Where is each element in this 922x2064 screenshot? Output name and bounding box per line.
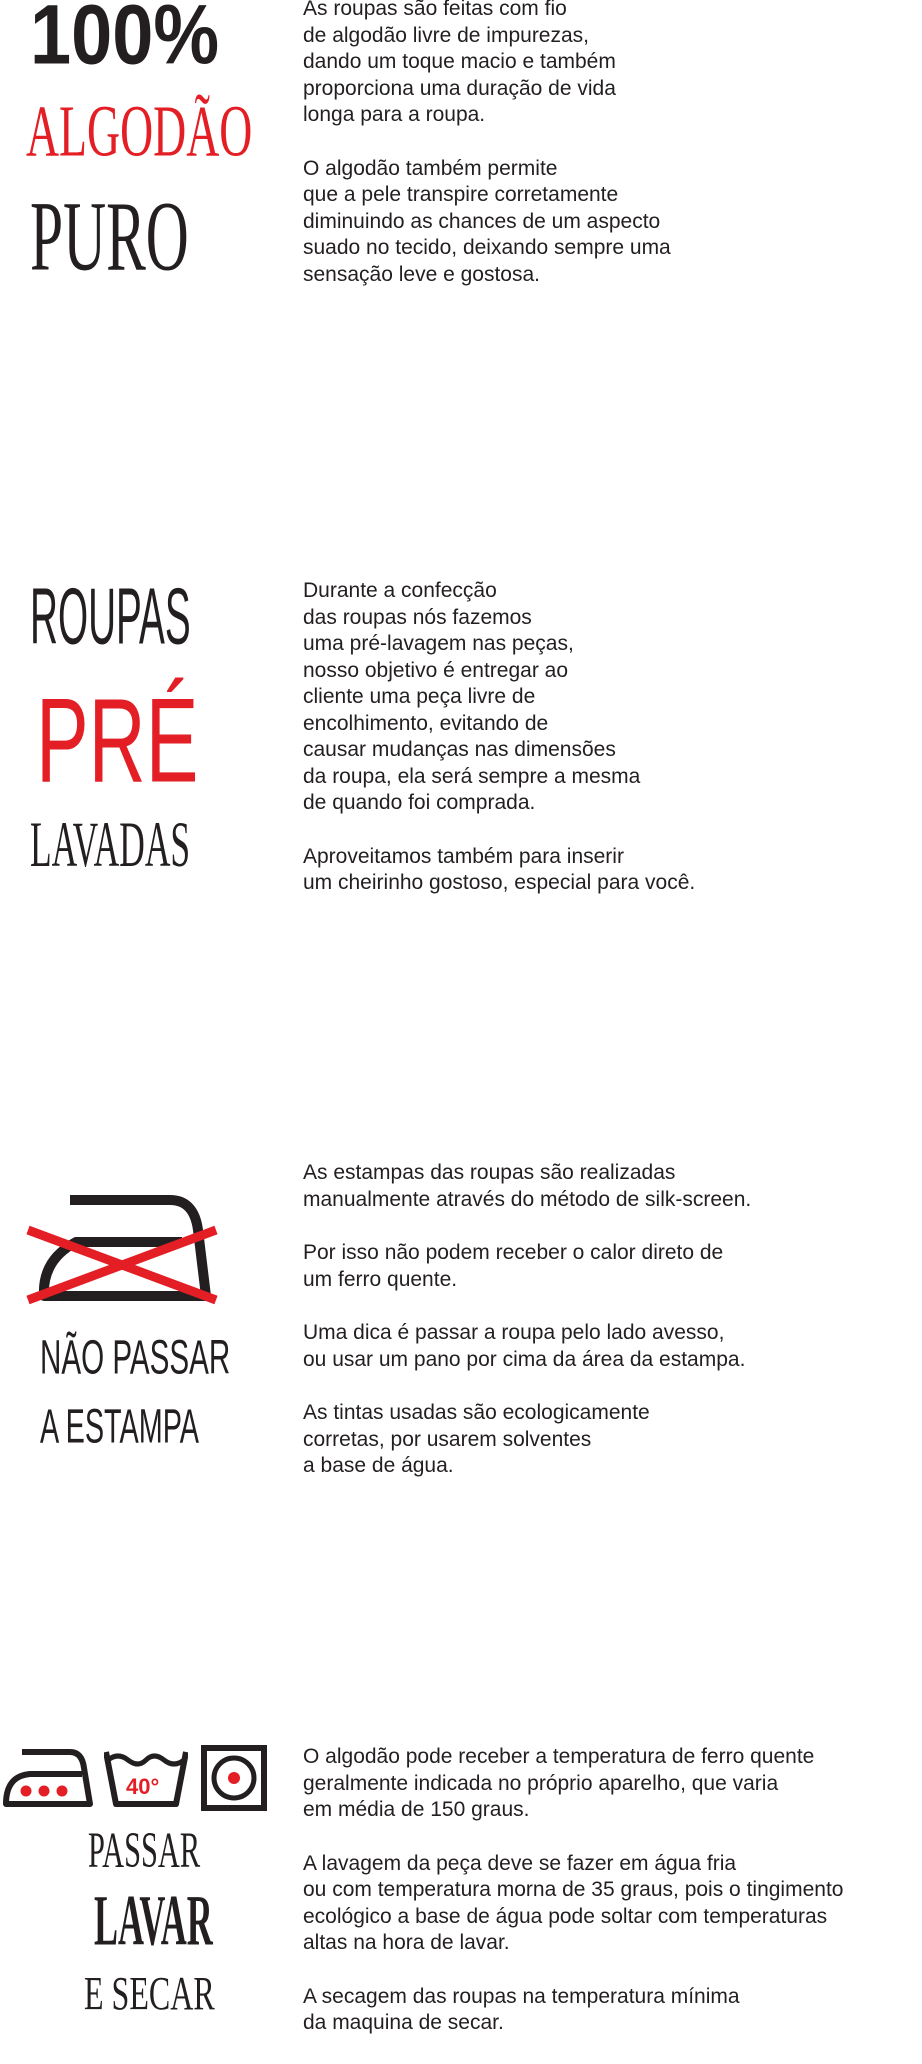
care-paragraph-3: A secagem das roupas na temperatura mínima da maquina de secar. bbox=[303, 1984, 740, 2034]
wash-tub-40-icon bbox=[104, 1746, 188, 1810]
do-not-iron-paragraph-1: As estampas das roupas são realizadas manualmente através do método de silk-screen. bbox=[303, 1161, 752, 1211]
cotton-paragraph-2: O algodão também permite que a pele transpire corretamente diminuindo as chances de um aspecto suado no tecido, deixando sempre uma sensação leve e gostosa. bbox=[303, 156, 671, 286]
pre-washed-paragraph-1: Durante a confecção das roupas nós fazemos uma pré-lavagem nas peças, nosso objetivo é entregar ao cliente uma peça livre de encolhimento, evitando de causar mudanças nas dimensões da roupa, ela será sempre a mesma de quando foi comprada. bbox=[303, 579, 641, 814]
heading-lavadas: LAVADAS bbox=[30, 808, 191, 881]
tumble-dry-icon bbox=[200, 1744, 268, 1812]
care-paragraph-1: O algodão pode receber a temperatura de ferro quente geralmente indicada no próprio aparelho, que varia em média de 150 graus. bbox=[303, 1745, 815, 1821]
heading-pre: PRÉ bbox=[36, 672, 199, 808]
iron-three-dots-icon bbox=[0, 1746, 96, 1810]
do-not-iron-paragraph-4: As tintas usadas são ecologicamente corretas, por usarem solventes a base de água. bbox=[303, 1401, 650, 1477]
heading-e-secar: E SECAR bbox=[84, 1966, 215, 2021]
heading-nao-passar: NÃO PASSAR bbox=[40, 1331, 231, 1385]
heading-roupas: ROUPAS bbox=[30, 572, 191, 662]
heading-passar: PASSAR bbox=[88, 1821, 201, 1879]
do-not-iron-paragraph-2: Por isso não podem receber o calor direto de um ferro quente. bbox=[303, 1241, 724, 1291]
cotton-paragraph-1: As roupas são feitas com fio de algodão livre de impurezas, dando um toque macio e também proporciona uma duração de vida longa para a roupa. bbox=[303, 0, 616, 126]
heading-lavar: LAVAR bbox=[94, 1881, 213, 1961]
heading-puro: PURO bbox=[30, 180, 189, 292]
pre-washed-paragraph-2: Aproveitamos também para inserir um cheirinho gostoso, especial para você. bbox=[303, 844, 696, 894]
heading-a-estampa: A ESTAMPA bbox=[40, 1400, 199, 1454]
do-not-iron-paragraph-3: Uma dica é passar a roupa pelo lado avesso, ou usar um pano por cima da área da estampa. bbox=[303, 1321, 746, 1371]
heading-100-percent: 100% bbox=[30, 0, 220, 82]
heading-algodao: ALGODÃO bbox=[26, 92, 253, 173]
care-paragraph-2: A lavagem da peça deve se fazer em água fria ou com temperatura morna de 35 graus, pois o tingimento ecológico a base de água pode soltar com temperaturas altas na hora de lavar. bbox=[303, 1851, 844, 1954]
care-text bbox=[303, 1744, 843, 2064]
wash-temp-label: 40° bbox=[126, 1774, 160, 1799]
